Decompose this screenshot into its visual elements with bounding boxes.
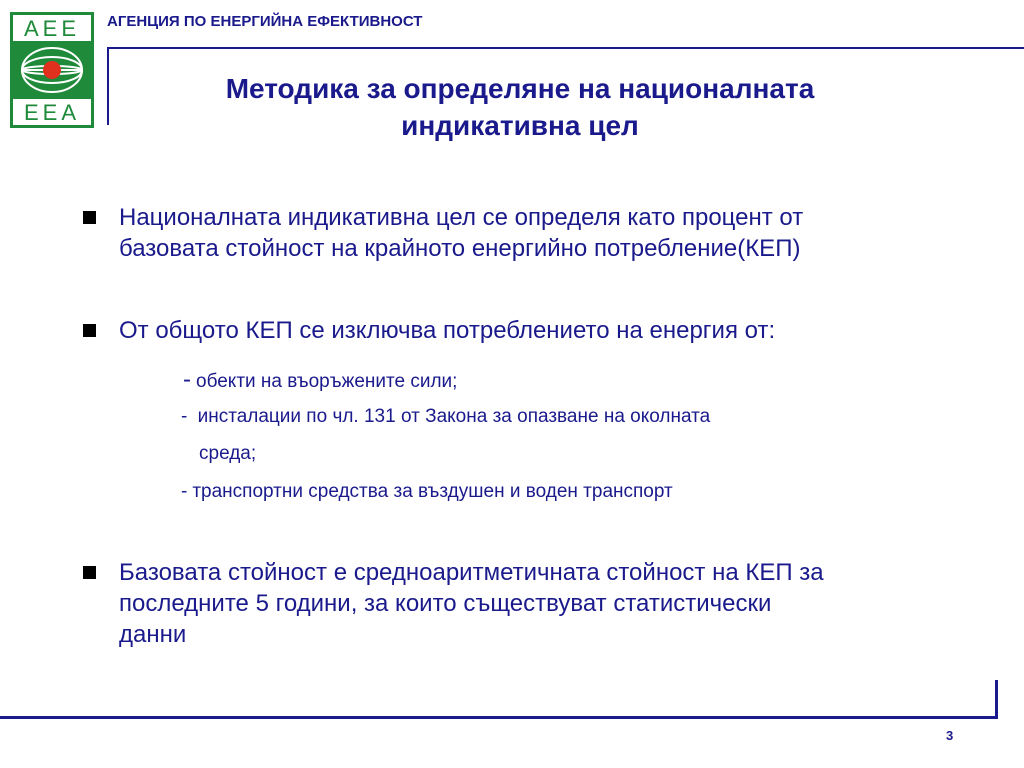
square-bullet-icon — [83, 324, 96, 337]
sub-item-dash: - — [181, 406, 188, 427]
sub-item-2 — [181, 406, 710, 428]
bullet-3-line1: Базовата стойност е средноаритметичната стойност на КЕП за — [119, 559, 824, 586]
agency-logo — [10, 12, 94, 128]
sub-item-3 — [181, 481, 673, 503]
sub-item-1 — [183, 366, 457, 394]
bullet-1-line2: базовата стойност на крайното енергийно потребление(КЕП) — [119, 235, 801, 262]
logo-top-text: AEE — [23, 16, 81, 41]
bullet-1-line1: Националната индикативна цел се определя като процент от — [119, 204, 804, 231]
bullet-item-1 — [83, 202, 803, 264]
logo-graphic — [10, 12, 94, 128]
header-vertical-divider — [107, 47, 109, 125]
bullet-item-2 — [83, 315, 775, 346]
slide-title — [130, 70, 910, 144]
footer-divider — [0, 716, 998, 719]
sub-item-dash: - — [181, 481, 188, 502]
bullet-3-line2: последните 5 години, за които съществуват статистически — [119, 590, 772, 617]
footer-vertical-divider — [995, 680, 998, 719]
page-number: 3 — [946, 728, 954, 743]
sub-item-2-continued: среда; — [199, 443, 257, 464]
slide-title-line2: индикативна цел — [401, 110, 639, 141]
sub-item-3-text: транспортни средства за въздушен и воден транспорт — [192, 481, 673, 502]
header-divider — [107, 47, 1024, 49]
sub-item-1-text: обекти на въоръжените сили; — [196, 371, 458, 392]
agency-name: АГЕНЦИЯ ПО ЕНЕРГИЙНА ЕФЕКТИВНОСТ — [107, 13, 423, 30]
bullet-2-line1: От общото КЕП се изключва потреблението на енергия от: — [119, 317, 776, 344]
square-bullet-icon — [83, 211, 96, 224]
logo-bottom-text: EEA — [23, 100, 81, 125]
sub-item-2-text: инсталации по чл. 131 от Закона за опазване на околната — [192, 406, 711, 427]
slide-title-line1: Методика за определяне на националната — [225, 73, 815, 104]
sub-item-dash: - — [183, 366, 191, 393]
bullet-item-3 — [83, 557, 824, 650]
square-bullet-icon — [83, 566, 96, 579]
bullet-3-line3: данни — [119, 621, 187, 648]
